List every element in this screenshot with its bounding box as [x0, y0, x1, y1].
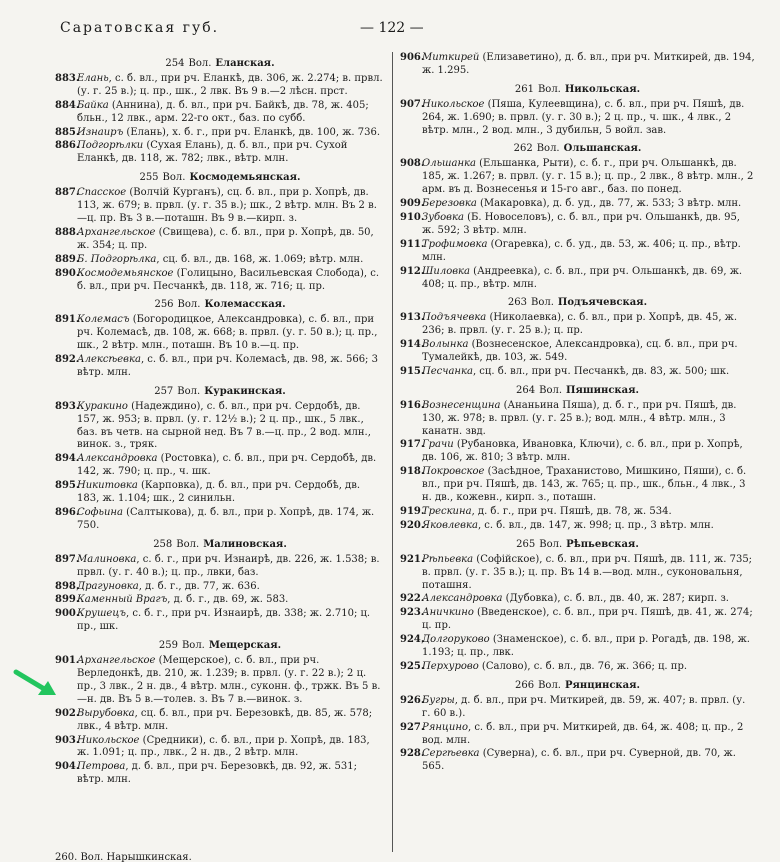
settlement-entry [55, 480, 385, 506]
section-number: 265 [516, 538, 536, 550]
settlement-name: Рѣпьевка [422, 553, 474, 565]
entry-number: 886. [55, 140, 80, 152]
settlement-details: (Свищева), с. б. вл., при р. Хопрѣ, дв. 50, ж. 354; ц. пр. [77, 226, 374, 251]
settlement-entry [55, 127, 385, 140]
section-keyword: Вол. [181, 640, 205, 652]
section-heading [400, 539, 755, 552]
settlement-entry [400, 634, 755, 660]
section-name: Космодемьянская. [189, 172, 301, 184]
green-arrow-icon [12, 668, 60, 698]
settlement-name: Куракино [77, 400, 128, 412]
section-name: Ольшанская. [563, 143, 642, 155]
section-name: Пяшинская. [566, 384, 639, 396]
settlement-name: Елань [77, 72, 109, 84]
entry-number: 884. [55, 99, 80, 111]
settlement-name: Аничкино [422, 607, 474, 619]
settlement-name: Долгоруково [422, 634, 490, 646]
settlement-entry [400, 520, 755, 533]
settlement-name: Подъячевка [422, 312, 487, 324]
section-keyword: Вол. [536, 143, 560, 155]
settlement-name: Космодемьянское [77, 267, 174, 279]
settlement-details: , с. б. вл., дв. 147, ж. 998; ц. пр., 3 вѣтр. млн. [477, 519, 714, 531]
settlement-details: , с. б. вл., при рч. Миткирей, дв. 64, ж. 408; ц. пр., 2 вод. млн. [422, 721, 744, 746]
settlement-details: (Пяша, Кулеевщина), с. б. вл., при рч. Пяшѣ, дв. 264, ж. 1.690; в. првл. (у. г. 30 в.); 2 ц. пр., ч. шк., 4 лвк., 2 вѣтр. млн., 2 вод. млн., 3 дубильн, 5 войл. зав. [422, 98, 745, 136]
settlement-entry [55, 655, 385, 707]
settlement-details: (Богородицкое, Александровка), с. б. вл., при рч. Колемасѣ, дв. 108, ж. 668; в. првл. (у. г. 50 в.); ц. пр., шк., 2 вѣтр. млн., поташн. Въ 10 в.—ц. пр. [77, 314, 378, 352]
settlement-details: (Ананьина Пяша), д. б. г., при рч. Пяшѣ, дв. 130, ж. 978; в. првл. (у. г. 25 в.); вод. млн., 4 вѣтр. млн., 3 канатн. звд. [422, 399, 737, 437]
settlement-entry [400, 339, 755, 365]
settlement-details: (Ельшанка, Рыти), с. б. г., при рч. Ольшанкѣ, дв. 185, ж. 1.267; в. првл. (у. г. 15 в.); ц. пр., 2 лвк., 8 вѣтр. млн., 2 арм. въ д. Вознесенья и 15-го авг., баз. по понед. [422, 158, 754, 196]
section-number: 255 [139, 172, 159, 184]
settlement-details: , с. б. вл., при рч. Колемасѣ, дв. 98, ж. 566; 3 вѣтр. млн. [77, 354, 378, 378]
settlement-name: Зубовка [422, 211, 464, 223]
settlement-details: , д. б. г., дв. 69, ж. 583. [167, 594, 289, 606]
settlement-entry [400, 593, 755, 606]
settlement-details: , с. б. вл., при рч. Еланкѣ, дв. 306, ж. 2.274; в. првл. (у. г. 25 в.); ц. пр., шк., 2 лвк. Въ 9 в.—2 лѣсн. прст. [77, 72, 383, 97]
entry-number: 896. [55, 507, 80, 518]
settlement-entry [400, 400, 755, 439]
settlement-name: Перхурово [422, 660, 479, 672]
entry-number: 904. [55, 761, 80, 773]
entry-number: 889. [55, 253, 80, 265]
settlement-entry [400, 158, 755, 197]
settlement-name: Грачи [422, 439, 454, 451]
section-number: 263 [507, 297, 528, 309]
settlement-entry [55, 507, 385, 533]
settlement-entry [55, 708, 385, 734]
entry-number: 901. [55, 655, 80, 667]
section-heading [55, 386, 385, 399]
settlement-entry [55, 268, 385, 294]
settlement-name: Петрова [77, 761, 126, 773]
section-name: Никольская. [564, 83, 641, 95]
settlement-entry [400, 366, 755, 379]
settlement-entry [55, 608, 385, 634]
settlement-entry [400, 722, 755, 748]
section-number: 266 [514, 679, 535, 691]
right-column [400, 52, 755, 775]
entry-number: 920. [400, 519, 425, 531]
section-name: Мещерская. [208, 640, 282, 652]
entry-number: 906. [400, 52, 425, 63]
section-name: Колемасская. [204, 299, 286, 311]
section-number: 261 [514, 83, 534, 95]
entry-number: 923. [400, 607, 425, 619]
entry-number: 900. [55, 608, 80, 620]
section-heading [400, 680, 755, 693]
settlement-details: (Салово), с. б. вл., дв. 76, ж. 366; ц. пр. [478, 660, 688, 672]
settlement-name: Вырубовка [77, 707, 135, 719]
settlement-details: (Андреевка), с. б. вл., при рч. Ольшанкѣ, дв. 69, ж. 408; ц. пр., вѣтр. млн. [422, 265, 743, 290]
settlement-details: (Софійское), с. б. вл., при рч. Пяшѣ, дв. 111, ж. 735; в. првл. (у. г. 35 в.); ц. пр. Въ 14 в.—вод. млн., суконовальня, поташня. [422, 553, 753, 591]
settlement-name: Ольшанка [422, 158, 476, 170]
entry-number: 910. [400, 211, 425, 223]
settlement-entry [400, 439, 755, 465]
section-keyword: Вол. [162, 172, 186, 184]
entry-number: 913. [400, 312, 425, 324]
settlement-entry [400, 266, 755, 292]
settlement-entry [400, 466, 755, 505]
section-keyword: Вол. [176, 538, 200, 550]
entry-number: 888. [55, 226, 80, 238]
settlement-name: Изнаиръ [77, 126, 124, 138]
settlement-entry [400, 695, 755, 721]
settlement-details: (Дубовка), с. б. вл., дв. 40, ж. 287; кирп. з. [502, 593, 729, 605]
settlement-details: (Голицыно, Васильевская Слобода), с. б. вл., при рч. Песчанкѣ, дв. 118, ж. 716; ц. пр. [77, 267, 380, 292]
entry-number: 885. [55, 126, 80, 138]
settlement-name: Б. Подгорѣлка [77, 253, 157, 265]
settlement-name: Алексѣевка [77, 354, 141, 366]
section-number: 259 [158, 640, 178, 652]
entry-number: 907. [400, 98, 425, 110]
section-name: Малиновская. [203, 538, 287, 550]
settlement-entry [400, 198, 755, 211]
entry-number: 903. [55, 734, 80, 746]
entry-number: 922. [400, 593, 425, 605]
settlement-entry [400, 239, 755, 265]
entry-number: 894. [55, 453, 80, 465]
settlement-details: , сц. б. вл., дв. 168, ж. 1.069; вѣтр. млн. [156, 253, 364, 265]
section-heading [55, 539, 385, 552]
entry-number: 893. [55, 400, 80, 412]
settlement-details: (Вознесенское, Александровка), сц. б. вл., при рч. Тумалейкѣ, дв. 103, ж. 549. [422, 339, 738, 364]
settlement-name: Никольское [77, 734, 140, 746]
settlement-entry [55, 254, 385, 267]
section-keyword: Вол. [531, 297, 554, 309]
settlement-name: Волынка [422, 339, 469, 351]
section-number: 264 [516, 384, 536, 396]
section-name: Еланская. [215, 58, 275, 69]
settlement-name: Трескина [422, 506, 472, 517]
section-keyword: Вол. [537, 83, 561, 95]
settlement-entry [55, 453, 385, 479]
settlement-details: (Елизаветино), д. б. вл., при рч. Миткирей, дв. 194, ж. 1.295. [422, 52, 755, 76]
entry-number: 926. [400, 694, 425, 706]
settlement-entry [400, 554, 755, 593]
settlement-details: (Аннина), д. б. вл., при рч. Байкѣ, дв. 78, ж. 405; бльн., 12 лвк., арм. 22-го окт., баз. по субб. [77, 99, 369, 124]
settlement-details: (Суверна), с. б. вл., при рч. Суверной, дв. 70, ж. 565. [422, 748, 736, 773]
page-number: — 122 — [360, 20, 424, 36]
settlement-entry [55, 401, 385, 453]
section-keyword: Вол. [177, 385, 201, 397]
settlement-name: Шиловка [422, 265, 470, 277]
entry-number: 925. [400, 660, 425, 672]
settlement-entry [55, 314, 385, 353]
column-divider [392, 52, 393, 852]
settlement-name: Спасское [77, 187, 127, 199]
settlement-name: Бугры [422, 694, 455, 706]
settlement-name: Байка [77, 99, 109, 111]
section-heading [400, 84, 755, 97]
settlement-name: Никитовка [77, 480, 138, 492]
settlement-entry [400, 748, 755, 774]
entry-number: 887. [55, 187, 80, 199]
entry-number: 919. [400, 506, 425, 517]
entry-number: 921. [400, 553, 425, 565]
entry-number: 928. [400, 748, 425, 760]
settlement-entry [400, 52, 755, 78]
settlement-entry [55, 735, 385, 761]
entry-number: 898. [55, 580, 80, 592]
settlement-entry [55, 73, 385, 99]
settlement-details: (Засѣдное, Траханистово, Мишкино, Пяши), с. б. вл., при рч. Пяшѣ, дв. 143, ж. 765; ц. пр., шк., бльн., 4 лвк., 3 н. дв., кожевн., кирп. з., поташн. [422, 466, 747, 504]
entry-number: 914. [400, 339, 425, 351]
settlement-details: (Знаменское), с. б. вл., при р. Рогадѣ, дв. 198, ж. 1.193; ц. пр., лвк. [422, 634, 750, 659]
entry-number: 895. [55, 480, 80, 492]
section-keyword: Вол. [539, 384, 562, 396]
entry-number: 917. [400, 439, 425, 451]
entry-number: 883. [55, 72, 80, 84]
section-number: 254 [165, 58, 185, 69]
settlement-details: (Сухая Елань), д. б. вл., при рч. Сухой Еланкѣ, дв. 118, ж. 782; лвк., вѣтр. млн. [77, 140, 348, 165]
province-title: Саратовская губ. [60, 20, 220, 36]
settlement-details: (Надеждино), с. б. вл., при рч. Сердобѣ, дв. 157, ж. 953; в. првл. (у. г. 12½ в.); 2 ц. пр., шк., 5 лвк., баз. въ четв. на сырной нед. Въ 7 в.—ц. пр., 2 вод. млн., винок. з., тряк. [77, 400, 371, 451]
settlement-entry [55, 227, 385, 253]
entry-number: 908. [400, 158, 425, 170]
section-heading [55, 58, 385, 71]
settlement-details: (Мещерское), с. б. вл., при рч. Верледонкѣ, дв. 210, ж. 1.239; в. првл. (у. г. 22 в.); 2 ц. пр., 3 лвк., 2 н. дв., 4 вѣтр. млн., суконн. ф., тржк. Въ 5 в.—н. дв. Въ 5 в.—толев. з. Въ 7 в.—винок. з. [77, 655, 381, 705]
settlement-name: Никольское [422, 98, 485, 110]
section-name: Куракинская. [204, 385, 286, 397]
settlement-details: (Карповка), д. б. вл., при рч. Сердобѣ, дв. 183, ж. 1.104; шк., 2 синильн. [77, 480, 361, 505]
settlement-details: (Б. Новоселовъ), с. б. вл., при рч. Ольшанкѣ, дв. 95, ж. 592; 3 вѣтр. млн. [422, 211, 740, 236]
settlement-details: (Салтыкова), д. б. вл., при р. Хопрѣ, дв. 174, ж. 750. [77, 507, 375, 531]
settlement-name: Подгорѣлки [77, 140, 144, 152]
section-keyword: Вол. [538, 679, 561, 691]
entry-number: 912. [400, 265, 425, 277]
settlement-details: , д. б. вл., при рч. Березовкѣ, дв. 92, ж. 531; вѣтр. млн. [77, 761, 357, 786]
settlement-name: Миткирей [422, 52, 480, 63]
entry-number: 915. [400, 365, 425, 377]
settlement-entry [400, 661, 755, 674]
settlement-details: , д. б. г., дв. 77, ж. 636. [138, 580, 260, 592]
section-name: Подъячевская. [557, 297, 648, 309]
section-heading [55, 172, 385, 185]
settlement-details: , д. б. г., при рч. Пяшѣ, дв. 78, ж. 534. [471, 506, 672, 517]
section-heading [400, 297, 755, 310]
section-number: 257 [154, 385, 174, 397]
settlement-name: Александровка [422, 593, 503, 605]
settlement-name: Трофимовка [422, 238, 488, 250]
settlement-details: (Николаевка), с. б. вл., при р. Хопрѣ, дв. 45, ж. 236; в. првл. (у. г. 25 в.); ц. пр. [422, 312, 738, 337]
settlement-name: Вознесенщина [422, 399, 501, 411]
settlement-details: , с. б. г., при рч. Изнаирѣ, дв. 338; ж. 2.710; ц. пр., шк. [77, 608, 371, 633]
settlement-details: , д. б. вл., при рч. Миткирей, дв. 59, ж. 407; в. првл. (у. г. 60 в.). [422, 694, 746, 719]
settlement-entry [400, 212, 755, 238]
settlement-name: Каменный Врагъ [77, 594, 168, 606]
settlement-name: Архангельское [77, 655, 156, 667]
settlement-details: (Введенское), с. б. вл., при рч. Пяшѣ, дв. 41, ж. 274; ц. пр. [422, 607, 753, 632]
settlement-entry [55, 581, 385, 594]
settlement-entry [55, 761, 385, 787]
settlement-details: (Огаревка), с. б. уд., дв. 53, ж. 406; ц. пр., вѣтр. млн. [422, 238, 741, 263]
settlement-name: Драгуновка [77, 580, 139, 592]
entry-number: 891. [55, 314, 80, 326]
page-header [60, 20, 740, 42]
settlement-name: Березовка [422, 198, 477, 210]
entry-number: 909. [400, 198, 425, 210]
settlement-name: Покровское [422, 466, 485, 478]
settlement-entry [55, 554, 385, 580]
settlement-entry [55, 354, 385, 380]
entry-number: 890. [55, 267, 80, 279]
settlement-details: (Рубановка, Ивановка, Ключи), с. б. вл., при р. Хопрѣ, дв. 106, ж. 810; 3 вѣтр. млн. [422, 439, 743, 464]
settlement-entry [55, 594, 385, 607]
settlement-entry [400, 607, 755, 633]
settlement-entry [400, 506, 755, 519]
settlement-details: , с. б. г., при рч. Изнаирѣ, дв. 226, ж. 1.538; в. првл. (у. г. 40 в.); ц. пр., лвки, баз. [77, 553, 380, 578]
entry-number: 924. [400, 634, 425, 646]
section-heading [400, 143, 755, 156]
settlement-name: Песчанка [422, 365, 473, 377]
settlement-entry [55, 100, 385, 126]
left-column [55, 52, 385, 788]
settlement-details: (Волчій Курганъ), сц. б. вл., при р. Хопрѣ, дв. 113, ж. 679; в. првл. (у. г. 35 в.); шк., 2 вѣтр. млн. Въ 2 в.—ц. пр. Въ 3 в.—поташн. Въ 9 в.—кирп. з. [77, 187, 377, 224]
entry-number: 911. [400, 238, 425, 250]
section-keyword: Вол. [177, 299, 201, 311]
section-number: 258 [153, 538, 173, 550]
settlement-entry [55, 187, 385, 226]
section-number: 256 [154, 299, 174, 311]
settlement-details: , сц. б. вл., при рч. Березовкѣ, дв. 85, ж. 578; лвк., 4 вѣтр. млн. [77, 707, 373, 732]
section-heading [55, 640, 385, 653]
settlement-entry [400, 312, 755, 338]
settlement-name: Сергѣевка [422, 748, 480, 760]
settlement-name: Яковлевка [422, 519, 478, 531]
settlement-name: Александровка [77, 453, 158, 465]
entry-number: 918. [400, 466, 425, 478]
section-keyword: Вол. [539, 538, 563, 550]
settlement-name: Архангельское [77, 226, 156, 238]
section-name: Рянцинская. [564, 679, 640, 691]
section-keyword: Вол. [188, 58, 212, 69]
settlement-name: Крушецъ [77, 608, 126, 620]
settlement-name: Рянцино [422, 721, 468, 733]
entry-number: 927. [400, 721, 425, 733]
settlement-entry [400, 99, 755, 138]
section-heading [400, 385, 755, 398]
settlement-details: (Макаровка), д. б. уд., дв. 77, ж. 533; 3 вѣтр. млн. [476, 198, 742, 210]
entry-number: 892. [55, 354, 80, 366]
entry-number: 902. [55, 707, 80, 719]
section-heading [55, 299, 385, 312]
settlement-details: (Елань), х. б. г., при рч. Еланкѣ, дв. 100, ж. 736. [123, 126, 381, 138]
section-number: 262 [513, 143, 533, 155]
settlement-details: , сц. б. вл., при рч. Песчанкѣ, дв. 83, ж. 500; шк. [472, 365, 730, 377]
entry-number: 916. [400, 399, 425, 411]
cut-off-section-heading: 260. Вол. Нарышкинская. [55, 852, 192, 862]
settlement-details: (Ростовка), с. б. вл., при рч. Сердобѣ, дв. 142, ж. 790; ц. пр., ч. шк. [77, 453, 377, 478]
settlement-name: Колемасъ [77, 314, 130, 326]
settlement-details: (Средники), с. б. вл., при р. Хопрѣ, дв. 183, ж. 1.091; ц. пр., лвк., 2 н. дв., 2 вѣтр. млн. [77, 734, 370, 759]
settlement-entry [55, 140, 385, 166]
entry-number: 899. [55, 594, 80, 606]
entry-number: 897. [55, 553, 80, 565]
settlement-name: Софьина [77, 507, 123, 518]
settlement-name: Малиновка [77, 553, 137, 565]
section-name: Рѣпьевская. [566, 538, 639, 550]
